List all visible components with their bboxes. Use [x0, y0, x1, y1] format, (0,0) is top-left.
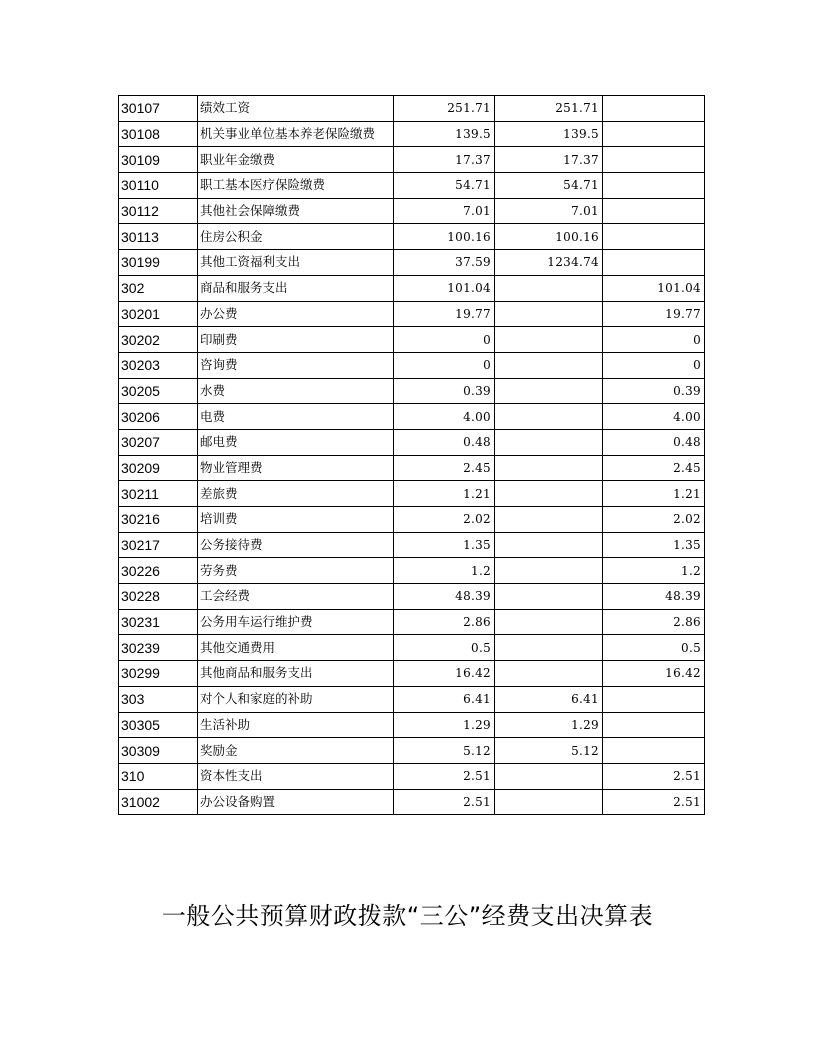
account-code-cell: 30108: [119, 121, 198, 147]
project-expenditure-cell: 1.35: [603, 532, 705, 558]
project-expenditure-cell: 1.2: [603, 558, 705, 584]
account-code-cell: 30112: [119, 198, 198, 224]
basic-expenditure-cell: 100.16: [495, 224, 603, 250]
table-row: [119, 686, 705, 712]
project-expenditure-cell: [603, 198, 705, 224]
table-row: [119, 378, 705, 404]
basic-expenditure-cell: [495, 327, 603, 353]
basic-expenditure-cell: [495, 481, 603, 507]
account-name-cell: 住房公积金: [198, 224, 394, 250]
project-expenditure-cell: 101.04: [603, 275, 705, 301]
account-code-cell: 30109: [119, 147, 198, 173]
account-code-cell: 30201: [119, 301, 198, 327]
table-row: [119, 327, 705, 353]
total-amount-cell: 5.12: [394, 738, 495, 764]
basic-expenditure-cell: [495, 532, 603, 558]
account-code-cell: 310: [119, 763, 198, 789]
account-code-cell: 30107: [119, 96, 198, 122]
account-code-cell: 302: [119, 275, 198, 301]
total-amount-cell: 0.39: [394, 378, 495, 404]
account-name-cell: 工会经费: [198, 584, 394, 610]
account-code-cell: 30206: [119, 404, 198, 430]
account-name-cell: 邮电费: [198, 429, 394, 455]
basic-expenditure-cell: 1.29: [495, 712, 603, 738]
basic-expenditure-cell: [495, 763, 603, 789]
account-code-cell: 303: [119, 686, 198, 712]
project-expenditure-cell: 0.48: [603, 429, 705, 455]
project-expenditure-cell: 0: [603, 352, 705, 378]
project-expenditure-cell: 16.42: [603, 661, 705, 687]
project-expenditure-cell: 2.51: [603, 763, 705, 789]
table-row: [119, 275, 705, 301]
project-expenditure-cell: 0.5: [603, 635, 705, 661]
total-amount-cell: 4.00: [394, 404, 495, 430]
project-expenditure-cell: [603, 738, 705, 764]
table-row: [119, 789, 705, 815]
account-name-cell: 劳务费: [198, 558, 394, 584]
project-expenditure-cell: [603, 712, 705, 738]
project-expenditure-cell: 0.39: [603, 378, 705, 404]
total-amount-cell: 1.29: [394, 712, 495, 738]
account-code-cell: 30226: [119, 558, 198, 584]
basic-expenditure-cell: [495, 558, 603, 584]
total-amount-cell: 37.59: [394, 250, 495, 276]
basic-expenditure-cell: [495, 661, 603, 687]
table-row: [119, 558, 705, 584]
table-row: [119, 404, 705, 430]
basic-expenditure-cell: [495, 789, 603, 815]
section-title: 一般公共预算财政拨款“三公”经费支出决算表: [161, 902, 654, 930]
total-amount-cell: 100.16: [394, 224, 495, 250]
account-name-cell: 其他工资福利支出: [198, 250, 394, 276]
project-expenditure-cell: 19.77: [603, 301, 705, 327]
account-name-cell: 对个人和家庭的补助: [198, 686, 394, 712]
account-name-cell: 生活补助: [198, 712, 394, 738]
account-name-cell: 商品和服务支出: [198, 275, 394, 301]
total-amount-cell: 0: [394, 327, 495, 353]
account-code-cell: 30199: [119, 250, 198, 276]
account-name-cell: 物业管理费: [198, 455, 394, 481]
project-expenditure-cell: 2.51: [603, 789, 705, 815]
account-code-cell: 30203: [119, 352, 198, 378]
project-expenditure-cell: 2.02: [603, 507, 705, 533]
account-name-cell: 奖励金: [198, 738, 394, 764]
table-row: [119, 661, 705, 687]
account-name-cell: 培训费: [198, 507, 394, 533]
total-amount-cell: 17.37: [394, 147, 495, 173]
project-expenditure-cell: 48.39: [603, 584, 705, 610]
account-code-cell: 30207: [119, 429, 198, 455]
table-row: [119, 198, 705, 224]
account-code-cell: 30209: [119, 455, 198, 481]
basic-expenditure-cell: 7.01: [495, 198, 603, 224]
total-amount-cell: 139.5: [394, 121, 495, 147]
table-row: [119, 96, 705, 122]
basic-expenditure-cell: 54.71: [495, 173, 603, 199]
basic-expenditure-cell: [495, 429, 603, 455]
table-row: [119, 584, 705, 610]
project-expenditure-cell: 0: [603, 327, 705, 353]
account-name-cell: 电费: [198, 404, 394, 430]
account-name-cell: 职业年金缴费: [198, 147, 394, 173]
basic-expenditure-cell: [495, 584, 603, 610]
table-row: [119, 763, 705, 789]
basic-expenditure-cell: [495, 635, 603, 661]
total-amount-cell: 6.41: [394, 686, 495, 712]
account-code-cell: 30205: [119, 378, 198, 404]
account-code-cell: 30211: [119, 481, 198, 507]
basic-expenditure-cell: 139.5: [495, 121, 603, 147]
basic-expenditure-cell: [495, 378, 603, 404]
account-code-cell: 30113: [119, 224, 198, 250]
account-name-cell: 印刷费: [198, 327, 394, 353]
total-amount-cell: 2.02: [394, 507, 495, 533]
account-name-cell: 职工基本医疗保险缴费: [198, 173, 394, 199]
total-amount-cell: 2.51: [394, 763, 495, 789]
table-row: [119, 147, 705, 173]
table-row: [119, 173, 705, 199]
total-amount-cell: 1.35: [394, 532, 495, 558]
basic-expenditure-cell: 1234.74: [495, 250, 603, 276]
total-amount-cell: 7.01: [394, 198, 495, 224]
basic-expenditure-cell: 5.12: [495, 738, 603, 764]
table-row: [119, 507, 705, 533]
total-amount-cell: 19.77: [394, 301, 495, 327]
table-row: [119, 121, 705, 147]
basic-expenditure-cell: 17.37: [495, 147, 603, 173]
table-row: [119, 455, 705, 481]
project-expenditure-cell: 1.21: [603, 481, 705, 507]
account-code-cell: 30239: [119, 635, 198, 661]
table-row: [119, 301, 705, 327]
account-name-cell: 其他商品和服务支出: [198, 661, 394, 687]
total-amount-cell: 0: [394, 352, 495, 378]
account-name-cell: 水费: [198, 378, 394, 404]
project-expenditure-cell: 4.00: [603, 404, 705, 430]
account-code-cell: 30202: [119, 327, 198, 353]
expenditure-table: [118, 95, 705, 815]
account-name-cell: 咨询费: [198, 352, 394, 378]
table-row: [119, 224, 705, 250]
table-row: [119, 481, 705, 507]
account-code-cell: 30110: [119, 173, 198, 199]
project-expenditure-cell: [603, 224, 705, 250]
account-name-cell: 其他交通费用: [198, 635, 394, 661]
table-row: [119, 352, 705, 378]
account-code-cell: 30217: [119, 532, 198, 558]
total-amount-cell: 16.42: [394, 661, 495, 687]
account-name-cell: 办公费: [198, 301, 394, 327]
basic-expenditure-cell: 251.71: [495, 96, 603, 122]
account-name-cell: 办公设备购置: [198, 789, 394, 815]
table-row: [119, 532, 705, 558]
account-code-cell: 30305: [119, 712, 198, 738]
account-name-cell: 差旅费: [198, 481, 394, 507]
project-expenditure-cell: 2.45: [603, 455, 705, 481]
account-code-cell: 30231: [119, 609, 198, 635]
total-amount-cell: 54.71: [394, 173, 495, 199]
account-name-cell: 其他社会保障缴费: [198, 198, 394, 224]
account-name-cell: 公务接待费: [198, 532, 394, 558]
basic-expenditure-cell: [495, 275, 603, 301]
table-row: [119, 635, 705, 661]
account-name-cell: 公务用车运行维护费: [198, 609, 394, 635]
table-row: [119, 250, 705, 276]
total-amount-cell: 48.39: [394, 584, 495, 610]
account-code-cell: 30299: [119, 661, 198, 687]
account-code-cell: 30216: [119, 507, 198, 533]
table-row: [119, 609, 705, 635]
project-expenditure-cell: [603, 173, 705, 199]
project-expenditure-cell: 2.86: [603, 609, 705, 635]
table-row: [119, 712, 705, 738]
project-expenditure-cell: [603, 686, 705, 712]
total-amount-cell: 1.21: [394, 481, 495, 507]
account-code-cell: 30228: [119, 584, 198, 610]
account-name-cell: 资本性支出: [198, 763, 394, 789]
total-amount-cell: 2.45: [394, 455, 495, 481]
account-name-cell: 机关事业单位基本养老保险缴费: [198, 121, 394, 147]
total-amount-cell: 0.5: [394, 635, 495, 661]
total-amount-cell: 2.51: [394, 789, 495, 815]
account-code-cell: 30309: [119, 738, 198, 764]
basic-expenditure-cell: [495, 507, 603, 533]
project-expenditure-cell: [603, 121, 705, 147]
total-amount-cell: 1.2: [394, 558, 495, 584]
project-expenditure-cell: [603, 147, 705, 173]
project-expenditure-cell: [603, 250, 705, 276]
total-amount-cell: 251.71: [394, 96, 495, 122]
total-amount-cell: 101.04: [394, 275, 495, 301]
total-amount-cell: 0.48: [394, 429, 495, 455]
table-row: [119, 429, 705, 455]
table-row: [119, 738, 705, 764]
table-body: [119, 96, 705, 815]
total-amount-cell: 2.86: [394, 609, 495, 635]
basic-expenditure-cell: [495, 404, 603, 430]
basic-expenditure-cell: 6.41: [495, 686, 603, 712]
account-code-cell: 31002: [119, 789, 198, 815]
account-name-cell: 绩效工资: [198, 96, 394, 122]
basic-expenditure-cell: [495, 609, 603, 635]
basic-expenditure-cell: [495, 352, 603, 378]
basic-expenditure-cell: [495, 301, 603, 327]
project-expenditure-cell: [603, 96, 705, 122]
basic-expenditure-cell: [495, 455, 603, 481]
